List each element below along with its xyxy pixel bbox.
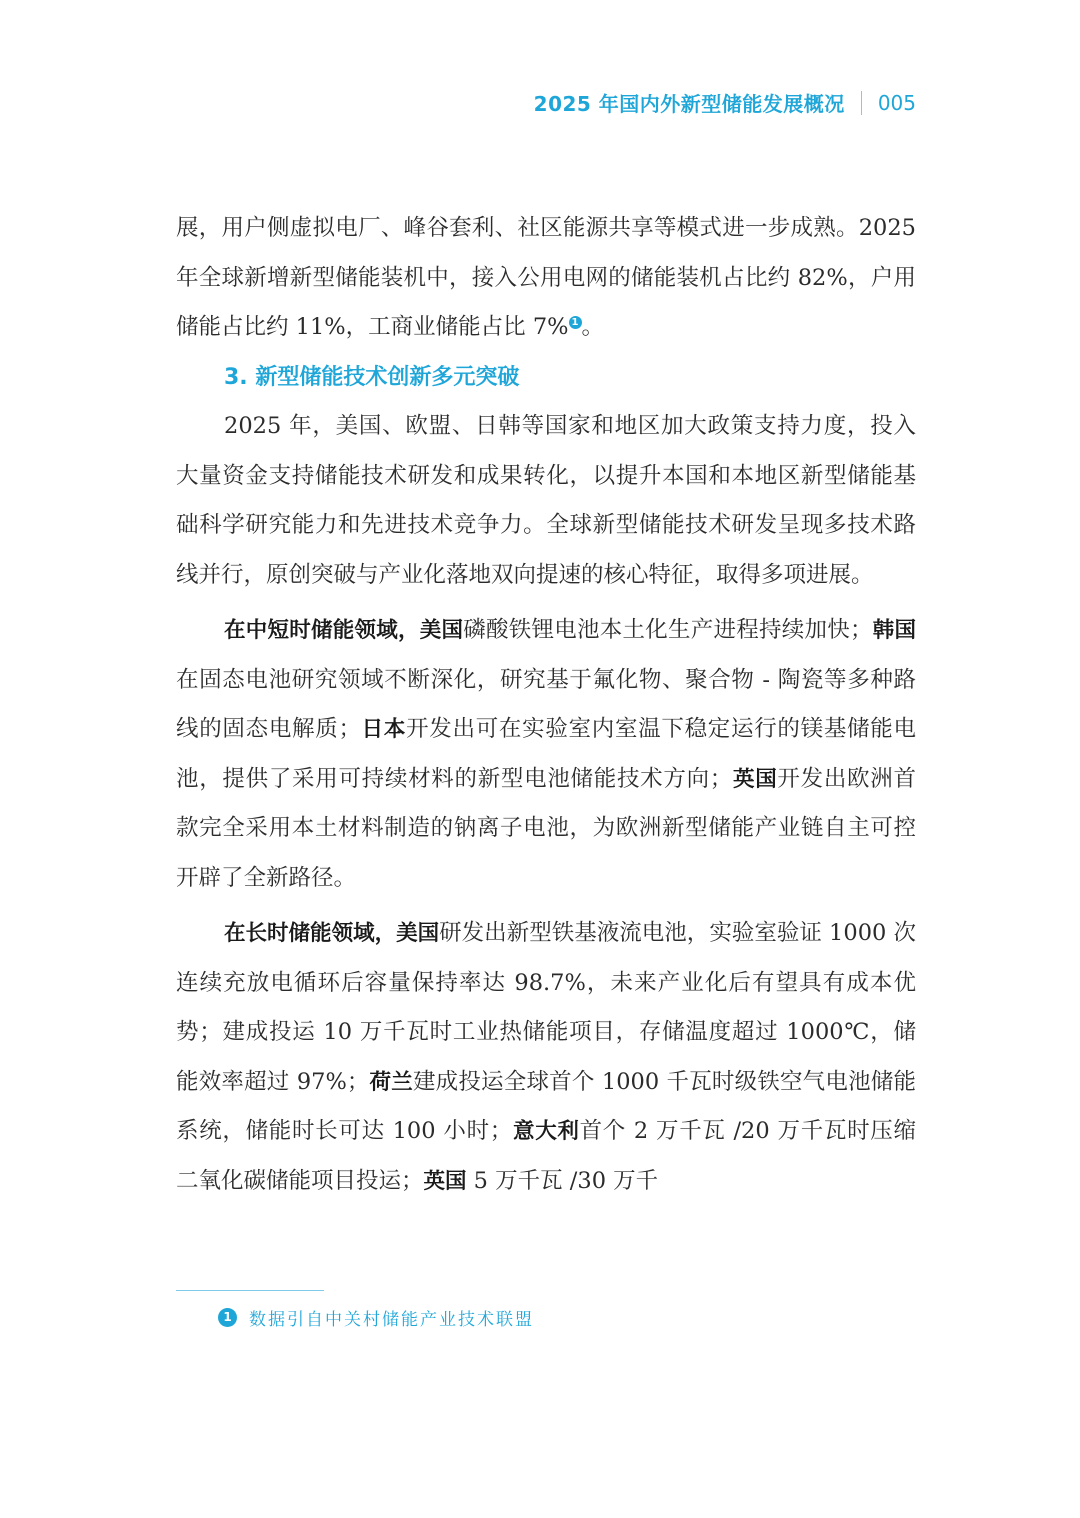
running-header bbox=[534, 88, 916, 117]
footnote bbox=[218, 1305, 534, 1330]
paragraph-long-duration: 在长时储能领域，美国研发出新型铁基液流电池，实验室验证 1000 次连续充放电循环后容量保持率达 98.7%，未来产业化后有望具有成本优势；建成投运 10 万千瓦时工业热储能项目，存储温度超过 1000℃，储能效率超过 97%；荷兰建成投运全球首个 1000 千瓦时级铁空气电池储能系统，储能时长可达 100 小时；意大利首个 2 万千瓦 /20 万千瓦时压缩二氧化碳储能项目投运；英国 5 万千瓦 /30 万千 bbox=[176, 920, 916, 1194]
footnote-number: 1 bbox=[218, 1308, 237, 1327]
header-title: 2025 年国内外新型储能发展概况 bbox=[533, 92, 845, 116]
section-heading: 3. 新型储能技术创新多元突破 bbox=[224, 364, 520, 390]
paragraph-intro: 2025 年，美国、欧盟、日韩等国家和地区加大政策支持力度，投入大量资金支持储能技术研发和成果转化，以提升本国和本地区新型储能基础科学研究能力和先进技术竞争力。全球新型储能技术研发呈现多技术路线并行，原创突破与产业化落地双向提速的核心特征，取得多项进展。 bbox=[176, 413, 916, 588]
footnote-text: 数据引自中关村储能产业技术联盟 bbox=[249, 1310, 534, 1330]
paragraph-continuation: 展，用户侧虚拟电厂、峰谷套利、社区能源共享等模式进一步成熟。2025 年全球新增新型储能装机中，接入公用电网的储能装机占比约 82%，户用储能占比约 11%，工商业储能占比 7% 1 。 bbox=[176, 215, 916, 340]
body-text bbox=[176, 204, 916, 1206]
paragraph-short-duration: 在中短时储能领域，美国磷酸铁锂电池本土化生产进程持续加快；韩国在固态电池研究领域不断深化，研究基于氟化物、聚合物 - 陶瓷等多种路线的固态电解质；日本开发出可在实验室内室温下稳定运行的镁基储能电池，提供了采用可持续材料的新型电池储能技术方向；英国开发出欧洲首款完全采用本土材料制造的钠离子电池，为欧洲新型储能产业链自主可控开辟了全新路径。 bbox=[176, 617, 916, 891]
footnote-reference[interactable]: 1 bbox=[569, 316, 582, 329]
page-number: 005 bbox=[877, 90, 916, 115]
footnote-divider bbox=[176, 1290, 324, 1291]
header-divider bbox=[861, 91, 862, 115]
